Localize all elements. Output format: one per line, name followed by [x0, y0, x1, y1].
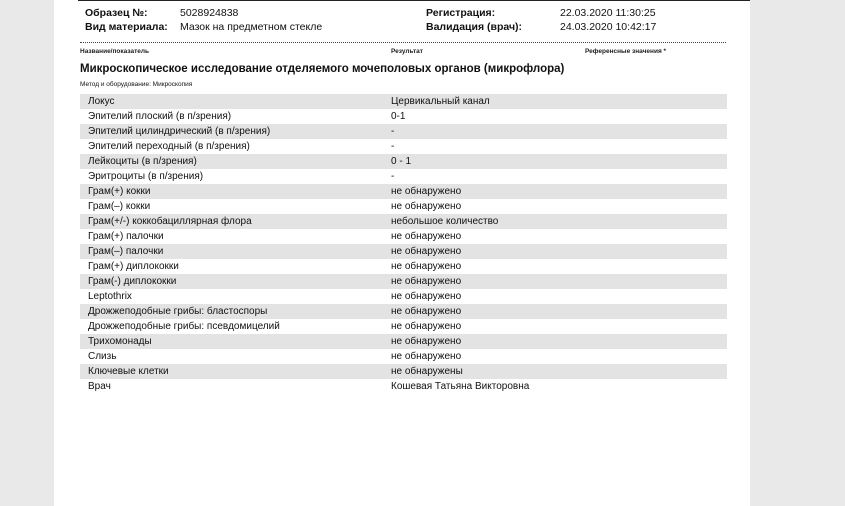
row-value: не обнаружено: [391, 261, 462, 272]
table-row: [80, 274, 727, 289]
top-rule: [78, 0, 750, 1]
row-value: -: [391, 171, 395, 182]
row-value: не обнаружено: [391, 321, 462, 332]
material-type-label: Вид материала:: [85, 21, 168, 33]
row-name: Локус: [88, 96, 115, 107]
row-name: Эпителий плоский (в п/зрения): [88, 111, 232, 122]
validation-value: 24.03.2020 10:42:17: [560, 21, 657, 33]
table-row: [80, 139, 727, 154]
row-name: Трихомонады: [88, 336, 152, 347]
row-name: Грам(-) диплококки: [88, 276, 177, 287]
sample-number-value: 5028924838: [180, 7, 239, 19]
column-header-result: Результат: [391, 48, 423, 55]
row-name: Грам(+/-) коккобациллярная флора: [88, 216, 252, 227]
report-page: [54, 0, 750, 506]
row-value: не обнаружено: [391, 201, 462, 212]
row-name: Слизь: [88, 351, 117, 362]
row-value: не обнаружено: [391, 276, 462, 287]
registration-label: Регистрация:: [426, 7, 496, 19]
table-row: [80, 94, 727, 109]
table-row: [80, 109, 727, 124]
row-value: -: [391, 141, 395, 152]
table-row: [80, 319, 727, 334]
registration-value: 22.03.2020 11:30:25: [560, 7, 656, 19]
table-row: [80, 379, 727, 394]
table-row: [80, 349, 727, 364]
row-value: 0-1: [391, 111, 406, 122]
section-title: Микроскопическое исследование отделяемого мочеполовых органов (микрофлора): [80, 63, 565, 75]
column-header-reference: Референсные значения *: [585, 48, 667, 55]
table-row: [80, 229, 727, 244]
row-value: Цервикальный канал: [391, 96, 490, 107]
row-value: не обнаружено: [391, 231, 462, 242]
table-row: [80, 259, 727, 274]
row-name: Грам(+) палочки: [88, 231, 164, 242]
row-value: не обнаружено: [391, 246, 462, 257]
validation-label: Валидация (врач):: [426, 21, 523, 33]
row-value: небольшое количество: [391, 216, 499, 227]
row-value: Кошевая Татьяна Викторовна: [391, 381, 530, 392]
table-row: [80, 334, 727, 349]
table-row: [80, 244, 727, 259]
row-name: Грам(+) диплококки: [88, 261, 179, 272]
row-name: Дрожжеподобные грибы: псевдомицелий: [88, 321, 280, 332]
row-name: Эпителий цилиндрический (в п/зрения): [88, 126, 271, 137]
row-value: не обнаружено: [391, 351, 462, 362]
row-value: не обнаружено: [391, 306, 462, 317]
table-row: [80, 184, 727, 199]
table-row: [80, 304, 727, 319]
row-value: -: [391, 126, 395, 137]
material-type-value: Мазок на предметном стекле: [180, 21, 323, 33]
header-divider: [80, 42, 726, 43]
method-equipment: Метод и оборудование: Микроскопия: [80, 81, 193, 88]
row-name: Эпителий переходный (в п/зрения): [88, 141, 250, 152]
results-table: [80, 94, 727, 394]
row-value: не обнаружено: [391, 291, 462, 302]
table-row: [80, 364, 727, 379]
row-value: не обнаружено: [391, 186, 462, 197]
row-value: 0 - 1: [391, 156, 412, 167]
row-value: не обнаружены: [391, 366, 463, 377]
row-name: Дрожжеподобные грибы: бластоспоры: [88, 306, 268, 317]
table-row: [80, 169, 727, 184]
table-row: [80, 199, 727, 214]
table-row: [80, 154, 727, 169]
row-name: Leptothrix: [88, 291, 132, 302]
row-value: не обнаружено: [391, 336, 462, 347]
row-name: Грам(–) кокки: [88, 201, 151, 212]
row-name: Эритроциты (в п/зрения): [88, 171, 204, 182]
sample-number-label: Образец №:: [85, 7, 148, 19]
row-name: Грам(+) кокки: [88, 186, 151, 197]
table-row: [80, 124, 727, 139]
table-row: [80, 289, 727, 304]
row-name: Врач: [88, 381, 111, 392]
row-name: Грам(–) палочки: [88, 246, 164, 257]
row-name: Ключевые клетки: [88, 366, 169, 377]
column-header-name: Название/показатель: [80, 48, 150, 55]
table-row: [80, 214, 727, 229]
row-name: Лейкоциты (в п/зрения): [88, 156, 197, 167]
